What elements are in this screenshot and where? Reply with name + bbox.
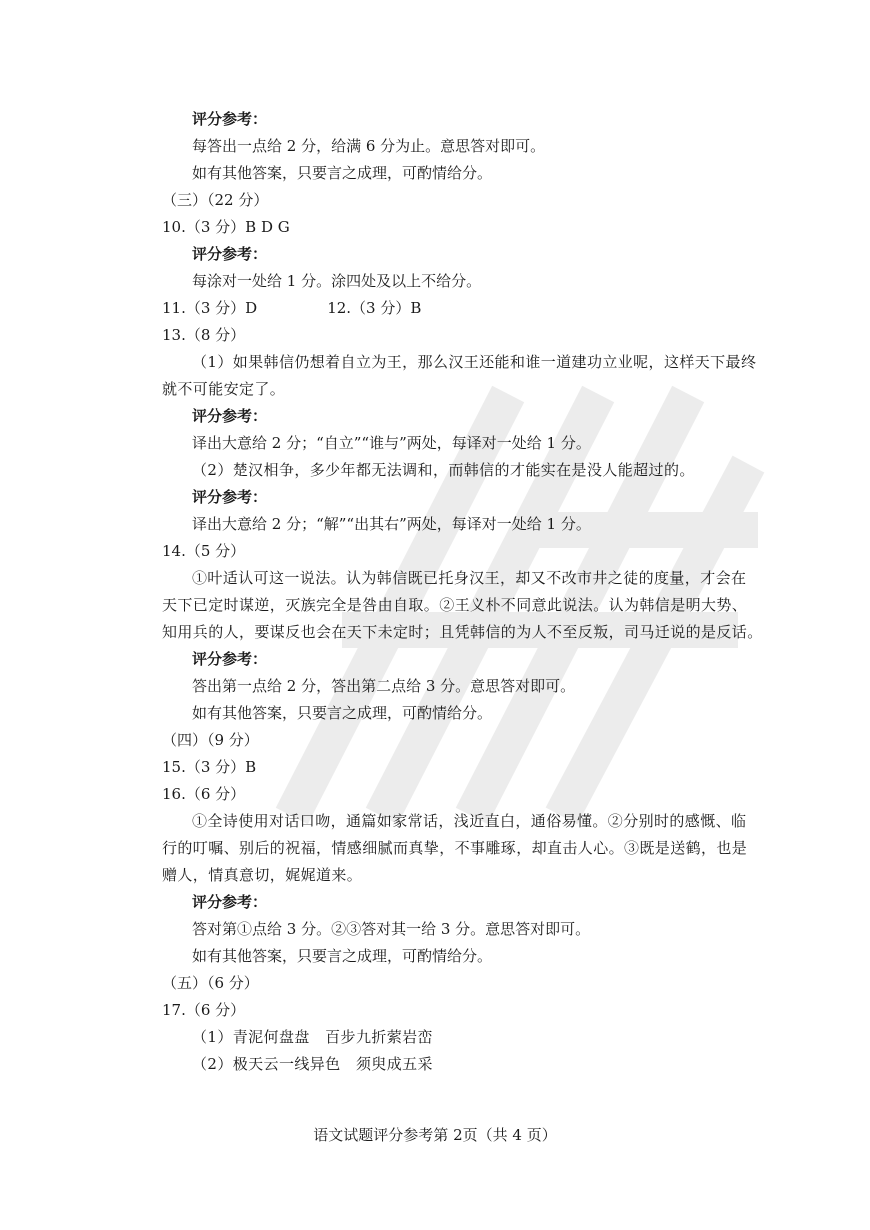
scoring-label: 评分参考：	[192, 488, 268, 506]
scoring-text: 每涂对一处给 1 分。涂四处及以上不给分。	[192, 272, 482, 290]
question-heading: 13.（8 分）	[162, 326, 246, 344]
scoring-label: 评分参考：	[192, 245, 268, 263]
question-heading: 14.（5 分）	[162, 542, 246, 560]
scoring-text: 答对第①点给 3 分。②③答对其一给 3 分。意思答对即可。	[192, 920, 591, 938]
answer-text: ①全诗使用对话口吻，通篇如家常话，浅近直白，通俗易懂。②分别时的感慨、临	[192, 812, 747, 830]
answer-text: 行的叮嘱、别后的祝福，情感细腻而真挚，不事雕琢，却直击人心。③既是送鹤，也是	[162, 839, 748, 857]
question-answer: 11.（3 分）D	[162, 299, 258, 317]
question-heading: 17.（6 分）	[162, 1001, 246, 1019]
scoring-text: 译出大意给 2 分；“自立”“谁与”两处，每译对一处给 1 分。	[192, 434, 591, 452]
section-heading: （五）（6 分）	[162, 974, 259, 992]
question-answer: 12.（3 分）B	[327, 299, 422, 317]
question-answer-row	[0, 295, 870, 321]
scoring-label: 评分参考：	[192, 893, 268, 911]
scoring-text: 如有其他答案，只要言之成理，可酌情给分。	[192, 164, 493, 182]
answer-text: （2）楚汉相争，多少年都无法调和，而韩信的才能实在是没人能超过的。	[192, 461, 695, 479]
question-heading: 16.（6 分）	[162, 785, 246, 803]
page-footer: 语文试题评分参考第 2页（共 4 页）	[313, 1126, 557, 1144]
answer-text: 赠人，情真意切，娓娓道来。	[162, 866, 363, 884]
answer-text: 天下已定时谋逆，灭族完全是咎由自取。②王义朴不同意此说法。认为韩信是明大势、	[162, 596, 748, 614]
answer-text: 就不可能安定了。	[162, 380, 286, 398]
scoring-label: 评分参考：	[192, 407, 268, 425]
section-heading: （三）（22 分）	[162, 191, 269, 209]
scoring-text: 答出第一点给 2 分，答出第二点给 3 分。意思答对即可。	[192, 677, 576, 695]
answer-text: （2）极天云一线异色 须臾成五采	[192, 1055, 433, 1073]
scoring-label: 评分参考：	[192, 650, 268, 668]
scoring-text: 译出大意给 2 分；“解”“出其右”两处，每译对一处给 1 分。	[192, 515, 591, 533]
scoring-text: 如有其他答案，只要言之成理，可酌情给分。	[192, 947, 493, 965]
question-answer: 10.（3 分）B D G	[162, 218, 290, 236]
section-heading: （四）（9 分）	[162, 731, 259, 749]
answer-text: （1）如果韩信仍想着自立为王，那么汉王还能和谁一道建功立业呢，这样天下最终	[192, 353, 757, 371]
answer-text: （1）青泥何盘盘 百步九折萦岩峦	[192, 1028, 433, 1046]
answer-text: 知用兵的人，要谋反也会在天下未定时；且凭韩信的为人不至反叛，司马迁说的是反话。	[162, 623, 763, 641]
question-answer: 15.（3 分）B	[162, 758, 257, 776]
answer-text: ①叶适认可这一说法。认为韩信既已托身汉王，却又不改市井之徒的度量，才会在	[192, 569, 747, 587]
scoring-label: 评分参考：	[192, 110, 268, 128]
scoring-text: 每答出一点给 2 分，给满 6 分为止。意思答对即可。	[192, 137, 546, 155]
scoring-text: 如有其他答案，只要言之成理，可酌情给分。	[192, 704, 493, 722]
